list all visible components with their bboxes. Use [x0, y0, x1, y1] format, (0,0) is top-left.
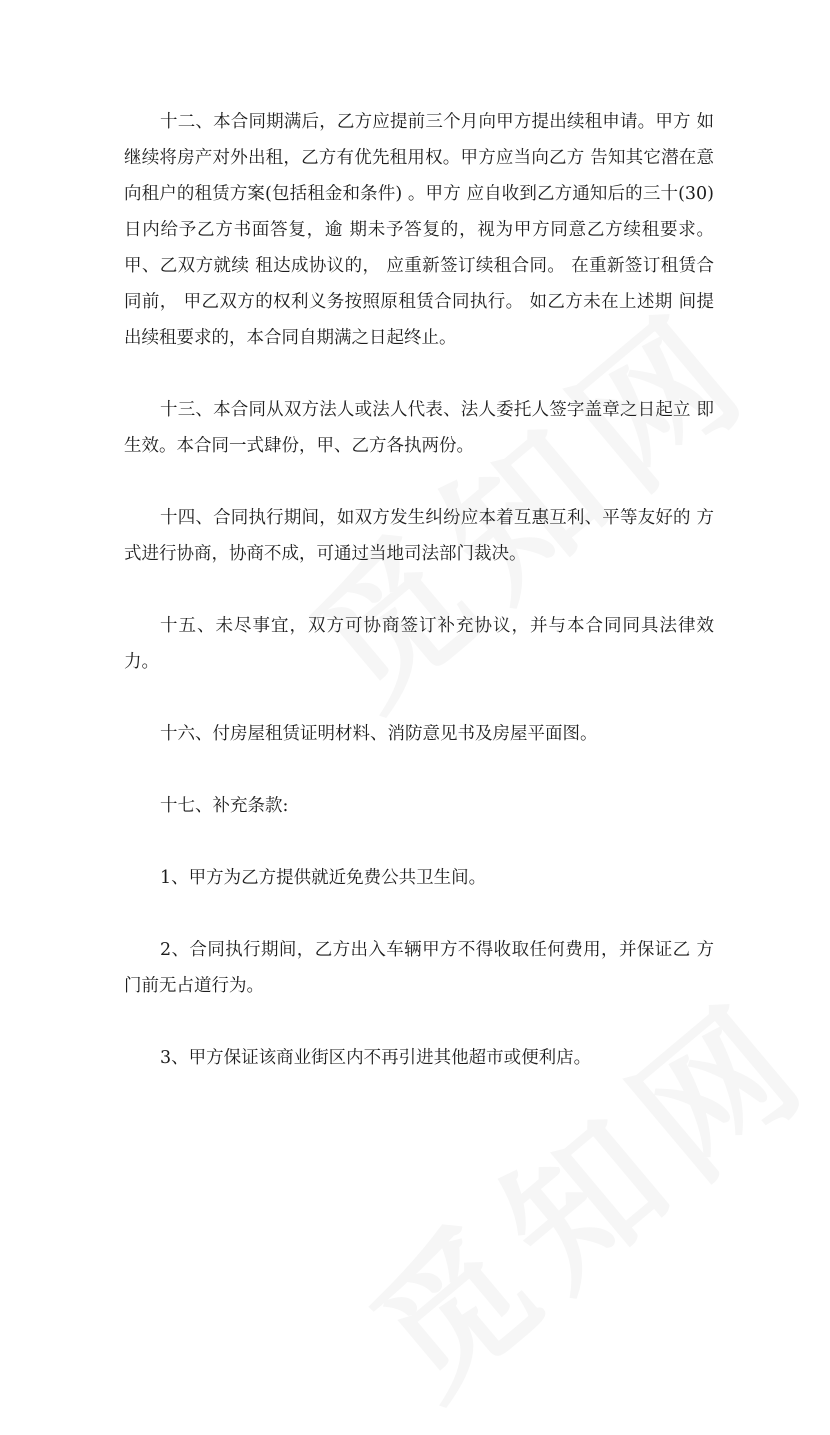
clause-17-heading: 十七、补充条款:: [160, 796, 289, 816]
contract-body: [124, 104, 714, 1112]
clause-12: 十二、本合同期满后，乙方应提前三个月向甲方提出续租申请。甲方 如继续将房产对外出租，乙方有优先租用权。甲方应当向乙方 告知其它潜在意向租户的租赁方案(包括租金和条件) 。甲方 应自收到乙方通知后的三十(30)日内给予乙方书面答复，逾 期未予答复的，视为甲方同意乙方续租要求。甲、乙双方就续 租达成协议的， 应重新签订续租合同。 在重新签订租赁合同前， 甲乙双方的权利义务按照原租赁合同执行。 如乙方未在上述期 间提出续租要求的，本合同自期满之日起终止。: [124, 112, 714, 348]
supplement-item-2: 2、合同执行期间，乙方出入车辆甲方不得收取任何费用，并保证乙 方门前无占道行为。: [124, 940, 714, 996]
clause-14: 十四、合同执行期间，如双方发生纠纷应本着互惠互利、平等友好的 方式进行协商，协商不成，可通过当地司法部门裁决。: [124, 508, 714, 564]
clause-16: 十六、付房屋租赁证明材料、消防意见书及房屋平面图。: [160, 724, 598, 744]
clause-13: 十三、本合同从双方法人或法人代表、法人委托人签字盖章之日起立 即生效。本合同一式肆份，甲、乙方各执两份。: [124, 400, 714, 456]
clause-15: 十五、未尽事宜，双方可协商签订补充协议，并与本合同同具法律效 力。: [124, 616, 714, 672]
supplement-item-1: 1、甲方为乙方提供就近免费公共卫生间。: [160, 868, 487, 888]
supplement-item-3: 3、甲方保证该商业街区内不再引进其他超市或便利店。: [160, 1048, 592, 1068]
